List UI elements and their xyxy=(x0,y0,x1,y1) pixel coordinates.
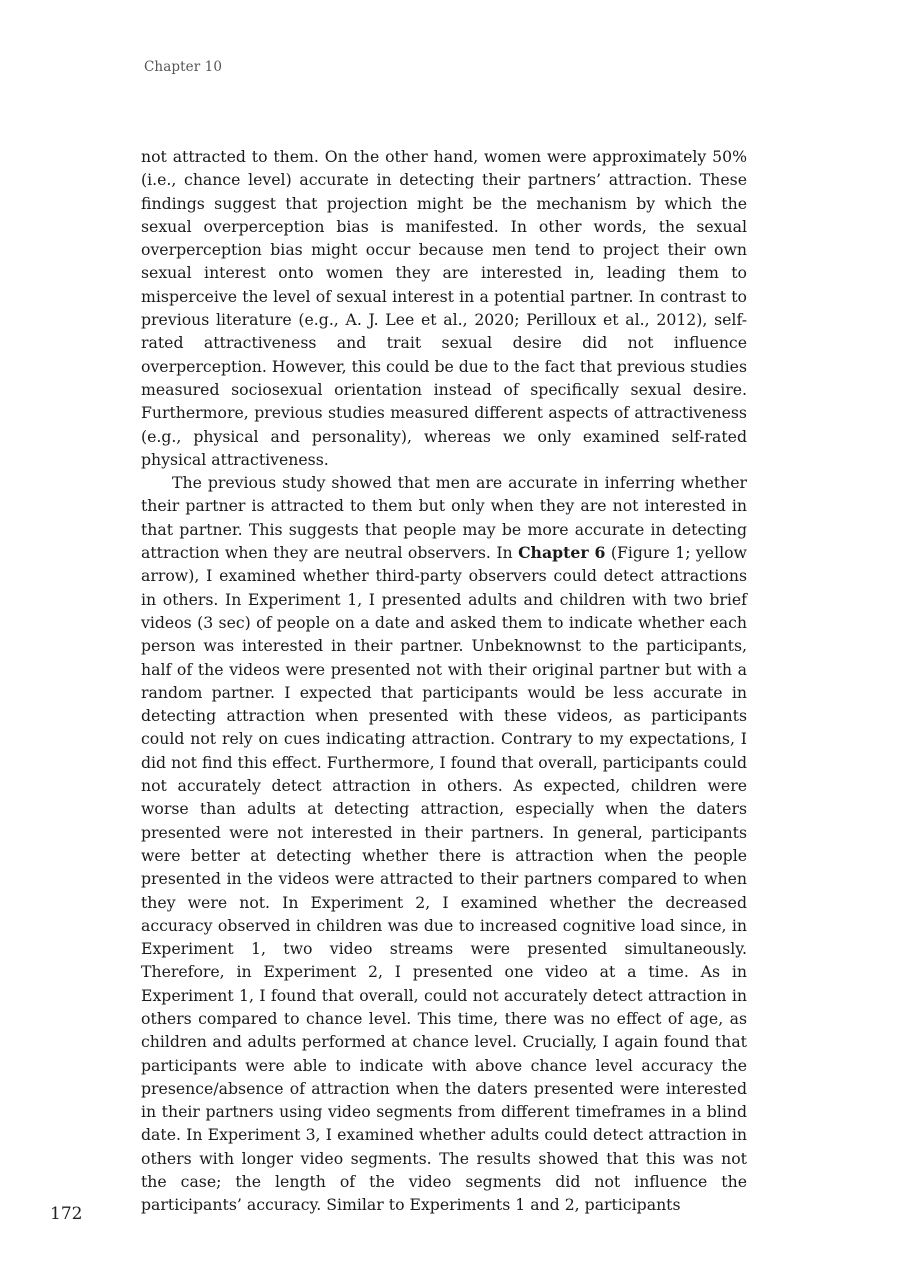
paragraph-2-lead: The previous study showed that men are accurate in inferring whether their partner is attracted to them but only when they are not interested in that partner. This suggests that people may be more accurate in detecting attraction when they are neutral observers. In xyxy=(141,473,747,563)
paragraph-1: not attracted to them. On the other hand, women were approximately 50% (i.e., chance level) accurate in detecting their partners’ attraction. These findings suggest that projection might be the mechanism by which the sexual overperception bias is manifested. In other words, the sexual overperception bias might occur because men tend to project their own sexual interest onto women they are interested in, leading them to misperceive the level of sexual interest in a potential partner. In contrast to previous literature (e.g., A. J. Lee et al., 2020; Perilloux et al., 2012), self-rated attractiveness and trait sexual desire did not influence overperception. However, this could be due to the fact that previous studies measured sociosexual orientation instead of specifically sexual desire. Furthermore, previous studies measured different aspects of attractiveness (e.g., physical and personality), whereas we only examined self-rated physical attractiveness. xyxy=(141,147,748,469)
paragraph-2-rest: (Figure 1; yellow arrow), I examined whether third-party observers could detect attractions in others. In Experiment 1, I presented adults and children with two brief videos (3 sec) of people on a date and asked them to indicate whether each person was interested in their partner. Unbeknownst to the participants, half of the videos were presented not with their original partner but with a random partner. I expected that participants would be less accurate in detecting attraction when presented with these videos, as participants could not rely on cues indicating attraction. Contrary to my expectations, I did not find this effect. Furthermore, I found that overall, participants could not accurately detect attraction in others. As expected, children were worse than adults at detecting attraction, especially when the daters presented were not interested in their partners. In general, participants were better at detecting whether there is attraction when the people presented in the videos were attracted to their partners compared to when they were not. In Experiment 2, I examined whether the decreased accuracy observed in children was due to increased cognitive load since, in Experiment 1, two video streams were presented simultaneously. Therefore, in Experiment 2, I presented one video at a time. As in Experiment 1, I found that overall, could not accurately detect attraction in others compared to chance level. This time, there was no effect of age, as children and adults performed at chance level. Crucially, I again found that participants were able to indicate with above chance level accuracy the presence/absence of attraction when the daters presented were interested in their partners using video segments from different timeframes in a blind date. In Experiment 3, I examined whether adults could detect attraction in others with longer video segments. The results showed that this was not the case; the length of the video segments did not influence the participants’ accuracy. Similar to Experiments 1 and 2, participants xyxy=(141,543,747,1215)
chapter-reference: Chapter 6 xyxy=(518,543,606,563)
paragraph-2 xyxy=(141,471,747,1217)
running-header: Chapter 10 xyxy=(144,59,223,75)
body-text xyxy=(141,145,747,1217)
page-number: 172 xyxy=(50,1204,83,1224)
